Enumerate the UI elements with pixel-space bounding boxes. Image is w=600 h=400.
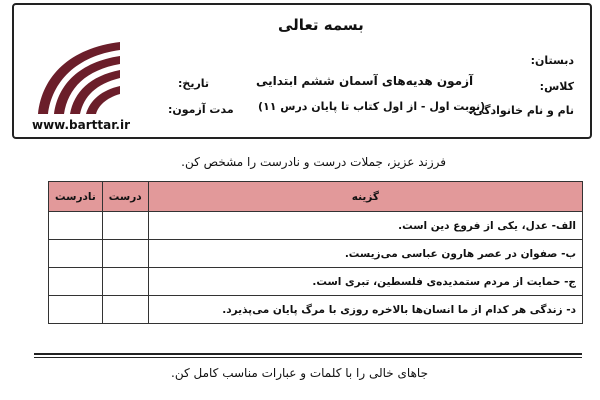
table-row bbox=[49, 240, 583, 268]
field-class: کلاس: bbox=[539, 80, 574, 93]
basmala: بسمه تعالی bbox=[278, 16, 364, 34]
exam-sheet bbox=[12, 0, 596, 400]
false-checkbox-cell[interactable] bbox=[49, 212, 103, 240]
barttar-logo-icon bbox=[30, 36, 122, 118]
field-duration: مدت آزمون: bbox=[168, 103, 234, 116]
true-checkbox-cell[interactable] bbox=[102, 268, 148, 296]
website-url: www.barttar.ir bbox=[32, 118, 131, 132]
section1-instruction: فرزند عزیز، جملات درست و نادرست را مشخص کن. bbox=[181, 155, 446, 169]
table-row bbox=[49, 212, 583, 240]
field-name: نام و نام خانوادگی: bbox=[468, 104, 574, 117]
section-divider bbox=[34, 353, 582, 355]
statement-text: الف- عدل، یکی از فروع دین است. bbox=[148, 212, 582, 240]
statement-text: ج- حمایت از مردم ستمدیده‌ی فلسطین، تبری است. bbox=[148, 268, 582, 296]
true-checkbox-cell[interactable] bbox=[102, 212, 148, 240]
statement-text: ب- صفوان در عصر هارون عباسی می‌زیست. bbox=[148, 240, 582, 268]
table-row bbox=[49, 268, 583, 296]
exam-title: آزمون هدیه‌های آسمان ششم ابتدایی bbox=[256, 74, 474, 88]
exam-subtitle: (نوبت اول - از اول کتاب تا پایان درس ۱۱) bbox=[258, 100, 486, 113]
table-row bbox=[49, 296, 583, 324]
false-checkbox-cell[interactable] bbox=[49, 296, 103, 324]
section-divider-thin bbox=[34, 357, 582, 358]
section2-instruction: جاهای خالی را با کلمات و عبارات مناسب کامل کن. bbox=[171, 366, 428, 380]
statement-text: د- زندگی هر کدام از ما انسان‌ها بالاخره روزی با مرگ پایان می‌پذیرد. bbox=[148, 296, 582, 324]
col-option: گزینه bbox=[148, 182, 582, 212]
false-checkbox-cell[interactable] bbox=[49, 240, 103, 268]
col-true: درست bbox=[102, 182, 148, 212]
col-false: نادرست bbox=[49, 182, 103, 212]
true-checkbox-cell[interactable] bbox=[102, 240, 148, 268]
false-checkbox-cell[interactable] bbox=[49, 268, 103, 296]
field-school: دبستان: bbox=[530, 54, 574, 67]
field-date: تاریخ: bbox=[178, 77, 210, 90]
table-header-row bbox=[49, 182, 583, 212]
true-checkbox-cell[interactable] bbox=[102, 296, 148, 324]
true-false-table bbox=[48, 181, 583, 324]
